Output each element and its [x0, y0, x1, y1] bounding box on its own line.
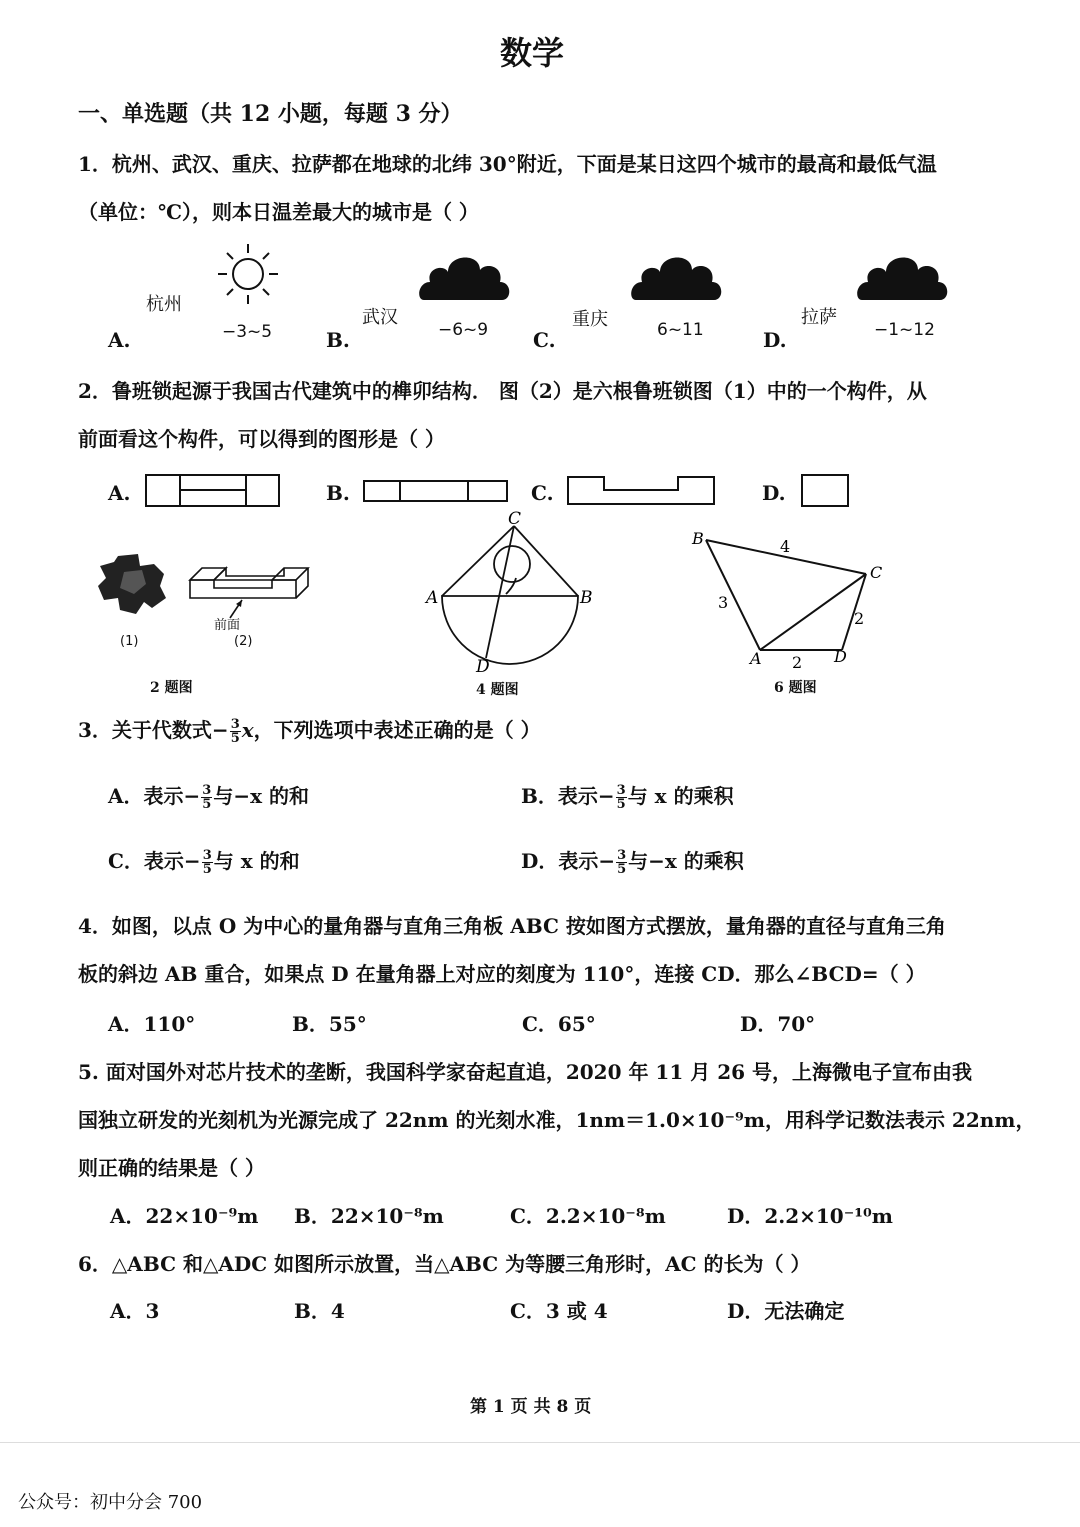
q5-line1: 5. 面对国外对芯片技术的垄断，我国科学家奋起直追，2020 年 11 月 26 号，上海微电子宣布由我	[78, 1060, 972, 1084]
q5-line3: 则正确的结果是（ ）	[78, 1156, 265, 1180]
q1-temp-b: −6~9	[438, 320, 489, 340]
fig6-side-bc: 4	[780, 537, 791, 556]
fig4-label-a: A	[426, 588, 439, 608]
q3-option-a	[108, 780, 309, 811]
q3-option-b	[521, 780, 734, 811]
q6-option-a: A．3	[110, 1299, 160, 1323]
q3-option-b-fraction	[616, 784, 627, 811]
q2-option-b-letter: B.	[326, 481, 350, 505]
q3-option-a-pre: 表示−	[143, 784, 201, 808]
q3-option-b-frac-n: 3	[616, 783, 626, 798]
fig4-label-c: C	[508, 509, 522, 529]
q3-option-a-frac-d: 5	[202, 797, 212, 812]
cloud-icon	[630, 244, 722, 306]
q3-option-c-pre: 表示−	[143, 849, 201, 873]
q3-option-c-letter: C．	[108, 849, 144, 873]
fig6-label-d: D	[834, 647, 847, 666]
q3-option-d-frac-n: 3	[617, 848, 627, 863]
page-footer: 第 1 页 共 8 页	[470, 1397, 592, 1417]
q3-option-c-fraction	[202, 849, 213, 876]
q4-option-a: A．110°	[108, 1012, 196, 1036]
q4-line1: 4．如图，以点 O 为中心的量角器与直角三角板 ABC 按如图方式摆放，量角器的直径与直角三角	[78, 914, 946, 938]
q3-option-a-post: 与−x 的和	[213, 784, 309, 808]
q1-line1: 1．杭州、武汉、重庆、拉萨都在地球的北纬 30°附近，下面是某日这四个城市的最高和最低气温	[78, 152, 937, 176]
q3-option-d-letter: D．	[521, 849, 559, 873]
q6-option-c: C．3 或 4	[510, 1299, 608, 1323]
footer-divider	[0, 1442, 1080, 1443]
q1-temp-a: −3~5	[222, 322, 273, 342]
q2-option-c-letter: C.	[531, 481, 554, 505]
sun-icon	[212, 240, 284, 310]
q1-option-a-letter: A.	[108, 328, 131, 352]
q5-option-a: A．22×10⁻⁹m	[110, 1204, 259, 1228]
watermark: 公众号：初中分会 700	[18, 1492, 203, 1513]
fig6-side-cd: 2	[854, 609, 865, 628]
q3-stem	[78, 714, 541, 745]
q2-option-a-letter: A.	[108, 481, 131, 505]
q3-option-a-frac-n: 3	[202, 783, 212, 798]
q4-option-c: C．65°	[522, 1012, 596, 1036]
q1-option-c-letter: C.	[533, 328, 556, 352]
q1-city-wuhan: 武汉	[362, 307, 398, 328]
fig6-label-a: A	[750, 649, 762, 668]
q3-option-c	[108, 845, 300, 876]
q3-frac-denominator: 5	[230, 731, 240, 746]
q1-city-chongqing: 重庆	[572, 309, 608, 330]
q3-option-d-pre: 表示−	[558, 849, 616, 873]
q3-suffix: ，下列选项中表述正确的是（ ）	[253, 718, 541, 742]
q3-option-a-letter: A．	[108, 784, 144, 808]
fig4-caption: 4 题图	[476, 682, 519, 698]
fig4-label-d: D	[476, 657, 490, 677]
fig4-diagram	[420, 508, 606, 680]
lock-piece-image	[186, 558, 316, 608]
q3-option-d-post: 与−x 的乘积	[628, 849, 744, 873]
q3-option-c-frac-n: 3	[202, 848, 212, 863]
q1-line2: （单位：℃），则本日温差最大的城市是（ ）	[78, 200, 479, 224]
q1-city-lasa: 拉萨	[801, 307, 837, 328]
q3-option-b-post: 与 x 的乘积	[627, 784, 734, 808]
fig2-caption: 2 题图	[150, 680, 193, 696]
fig2-label-1: (1)	[120, 634, 139, 649]
fig2-label-2: (2)	[234, 634, 253, 649]
q3-option-d-frac-d: 5	[617, 862, 627, 877]
fig6-diagram	[686, 524, 896, 674]
q3-prefix: 3．关于代数式−	[78, 718, 229, 742]
q2-option-d-shape	[800, 472, 852, 510]
fig6-side-ad: 2	[792, 653, 803, 672]
q2-line1: 2．鲁班锁起源于我国古代建筑中的榫卯结构． 图（2）是六根鲁班锁图（1）中的一个构件，从	[78, 379, 927, 403]
section-heading: 一、单选题（共 12 小题，每题 3 分）	[78, 101, 463, 127]
q1-option-d-letter: D.	[763, 328, 787, 352]
q5-option-d: D．2.2×10⁻¹⁰m	[727, 1204, 893, 1228]
q1-option-b-letter: B.	[326, 328, 350, 352]
q3-option-c-post: 与 x 的和	[213, 849, 300, 873]
q4-option-b: B．55°	[292, 1012, 367, 1036]
q6-option-b: B．4	[294, 1299, 345, 1323]
q2-option-b-shape	[362, 478, 510, 504]
fig6-side-ab: 3	[718, 593, 729, 612]
q6-line1: 6．△ABC 和△ADC 如图所示放置，当△ABC 为等腰三角形时，AC 的长为（ ）	[78, 1252, 811, 1276]
fig6-label-b: B	[692, 529, 704, 548]
q3-variable: x	[241, 718, 254, 742]
q3-fraction	[230, 718, 241, 745]
cloud-icon	[418, 244, 510, 306]
page-title: 数学	[500, 34, 565, 72]
fig2-front-label: 前面	[214, 618, 241, 633]
q2-option-d-letter: D.	[762, 481, 786, 505]
q4-line2: 板的斜边 AB 重合，如果点 D 在量角器上对应的刻度为 110°，连接 CD．那么∠BCD=（ ）	[78, 962, 926, 986]
q1-temp-c: 6~11	[657, 320, 704, 340]
q1-temp-d: −1~12	[874, 320, 935, 340]
q5-line2: 国独立研发的光刻机为光源完成了 22nm 的光刻水准，1nm＝1.0×10⁻⁹m，用科学记数法表示 22nm，	[78, 1108, 1036, 1132]
q3-frac-numerator: 3	[230, 717, 240, 732]
q3-option-a-fraction	[201, 784, 212, 811]
fig4-label-b: B	[580, 588, 593, 608]
fig6-label-c: C	[870, 563, 883, 582]
q2-line2: 前面看这个构件，可以得到的图形是（ ）	[78, 427, 445, 451]
cloud-icon	[856, 244, 948, 306]
q3-option-b-letter: B．	[521, 784, 558, 808]
q5-option-c: C．2.2×10⁻⁸m	[510, 1204, 666, 1228]
q1-city-hangzhou: 杭州	[146, 294, 182, 315]
q3-option-b-frac-d: 5	[616, 797, 626, 812]
q5-option-b: B．22×10⁻⁸m	[294, 1204, 444, 1228]
fig6-caption: 6 题图	[774, 680, 817, 696]
q6-option-d: D．无法确定	[727, 1299, 845, 1323]
luban-lock-image	[94, 550, 170, 618]
q4-option-d: D．70°	[740, 1012, 816, 1036]
q2-option-c-shape	[566, 474, 718, 508]
q3-option-c-frac-d: 5	[202, 862, 212, 877]
q3-option-b-pre: 表示−	[557, 784, 615, 808]
q3-option-d	[521, 845, 744, 876]
q3-option-d-fraction	[616, 849, 627, 876]
q2-option-a-shape	[144, 472, 282, 510]
